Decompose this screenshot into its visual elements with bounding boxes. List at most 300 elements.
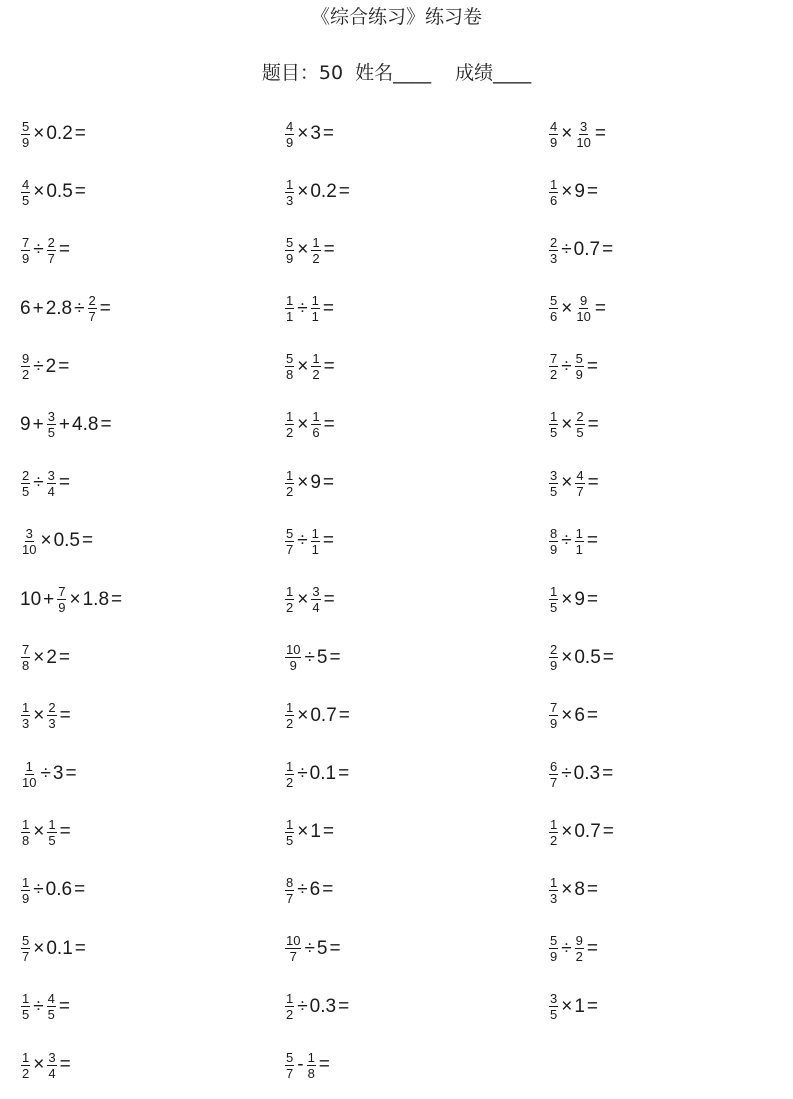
- math-problem: [284, 576, 337, 624]
- fraction-numerator: 4: [286, 118, 294, 134]
- operator: ×: [33, 646, 45, 668]
- operator: ÷: [561, 530, 572, 552]
- number: 0.2: [46, 123, 73, 144]
- fraction-denominator: 4: [48, 1065, 56, 1081]
- fraction-denominator: 4: [312, 600, 320, 615]
- fraction: [47, 701, 56, 730]
- equals-sign: =: [58, 239, 71, 261]
- math-problem: [20, 808, 73, 856]
- math-problem: [20, 401, 114, 449]
- number: 10: [20, 588, 42, 610]
- number: 9: [574, 588, 585, 610]
- fraction: [285, 527, 294, 556]
- fraction: [549, 934, 558, 963]
- number: 5: [316, 937, 328, 959]
- fraction: [549, 236, 558, 265]
- math-problem: [284, 401, 337, 449]
- fraction-denominator: 2: [286, 1007, 294, 1023]
- fraction-denominator: 9: [58, 600, 66, 615]
- equals-sign: =: [338, 181, 350, 203]
- fraction: [549, 120, 558, 149]
- fraction-numerator: 3: [312, 584, 320, 599]
- fraction: [47, 992, 56, 1021]
- problem-row: [0, 459, 793, 517]
- math-problem: [20, 343, 71, 391]
- number: 1: [574, 995, 585, 1017]
- fraction-numerator: 1: [286, 700, 294, 716]
- fraction-numerator: 1: [48, 816, 56, 832]
- number: 0.3: [573, 763, 601, 785]
- equals-sign: =: [338, 763, 350, 785]
- number: 0.7: [310, 704, 337, 726]
- fraction-denominator: 10: [22, 541, 37, 557]
- math-problem: [548, 576, 600, 624]
- worksheet-info-line: [0, 58, 793, 85]
- fraction-denominator: 5: [550, 600, 558, 615]
- fraction-numerator: 2: [88, 293, 96, 309]
- equals-sign: =: [602, 239, 614, 261]
- student-name-field: 姓名____: [355, 62, 432, 84]
- fraction-denominator: 5: [22, 483, 30, 499]
- number: 0.6: [45, 879, 73, 901]
- fraction: [285, 469, 294, 498]
- operator: ×: [33, 1054, 45, 1075]
- fraction: [549, 818, 558, 847]
- fraction-numerator: 4: [22, 176, 30, 192]
- operator: ÷: [297, 297, 308, 319]
- fraction: [285, 1051, 294, 1080]
- equals-sign: =: [82, 530, 94, 552]
- fraction-denominator: 7: [576, 483, 584, 499]
- operator: +: [32, 297, 44, 319]
- math-problem: [284, 517, 336, 565]
- operator: ÷: [297, 763, 308, 785]
- fraction: [311, 352, 320, 381]
- equals-sign: =: [586, 530, 599, 552]
- fraction-numerator: 3: [550, 467, 558, 483]
- fraction-denominator: 9: [550, 716, 558, 732]
- math-problem: [20, 750, 79, 798]
- math-problem: [548, 168, 600, 216]
- fraction-numerator: 1: [25, 758, 33, 774]
- fraction-numerator: 1: [286, 758, 294, 774]
- equals-sign: =: [602, 763, 614, 785]
- fraction: [21, 818, 30, 847]
- fraction-denominator: 9: [22, 250, 30, 266]
- math-problem: [20, 634, 72, 682]
- fraction: [285, 992, 294, 1021]
- fraction: [311, 236, 320, 265]
- math-problem: [284, 343, 337, 391]
- fraction: [21, 120, 30, 149]
- math-problem: [284, 1041, 332, 1089]
- fraction-denominator: 10: [576, 309, 591, 325]
- problem-row: [0, 517, 793, 575]
- fraction-numerator: 2: [550, 234, 558, 250]
- equals-sign: =: [586, 937, 599, 959]
- math-problem: [20, 576, 124, 624]
- math-problem: [284, 285, 336, 333]
- fraction: [21, 1051, 30, 1080]
- fraction-denominator: 7: [47, 250, 55, 266]
- fraction: [21, 760, 37, 789]
- number: 4.8: [72, 413, 99, 435]
- operator: ×: [561, 995, 573, 1017]
- problem-row: [0, 168, 793, 226]
- math-problem: [20, 459, 72, 507]
- fraction: [549, 352, 558, 381]
- fraction: [21, 643, 30, 672]
- fraction-numerator: 1: [312, 351, 320, 367]
- math-problem: [20, 168, 88, 216]
- fraction-numerator: 7: [58, 584, 66, 599]
- fraction-numerator: 7: [22, 234, 30, 250]
- equals-sign: =: [329, 646, 341, 668]
- operator: ÷: [297, 995, 308, 1017]
- problem-row: [0, 634, 793, 692]
- fraction: [549, 178, 558, 207]
- operator: ×: [297, 413, 309, 435]
- fraction-numerator: 2: [550, 642, 558, 658]
- equals-sign: =: [322, 297, 335, 319]
- fraction: [549, 585, 558, 614]
- fraction: [285, 643, 301, 672]
- fraction-denominator: 9: [575, 367, 583, 383]
- number: 5: [316, 646, 328, 668]
- fraction-denominator: 7: [22, 949, 30, 965]
- operator: +: [32, 413, 44, 435]
- fraction-denominator: 2: [575, 949, 583, 965]
- fraction-numerator: 3: [47, 467, 55, 483]
- fraction: [285, 236, 294, 265]
- fraction: [311, 294, 320, 323]
- fraction-denominator: 9: [286, 250, 294, 266]
- math-problem: [284, 808, 336, 856]
- number: 2: [46, 646, 57, 668]
- fraction-denominator: 9: [550, 949, 558, 965]
- math-problem: [284, 692, 352, 740]
- fraction-numerator: 4: [576, 467, 584, 483]
- equals-sign: =: [58, 355, 70, 377]
- math-problem: [20, 866, 87, 914]
- equals-sign: =: [322, 123, 335, 144]
- fraction: [21, 178, 30, 207]
- problem-row: [0, 1041, 793, 1099]
- fraction: [47, 236, 56, 265]
- math-problem: [548, 808, 616, 856]
- operator: ÷: [74, 297, 85, 319]
- fraction: [307, 1051, 316, 1080]
- equals-sign: =: [323, 355, 335, 377]
- problem-row: [0, 750, 793, 808]
- fraction-numerator: 1: [22, 874, 30, 890]
- fraction-denominator: 10: [22, 774, 37, 790]
- number: 2.8: [45, 297, 73, 319]
- number: 2: [45, 355, 57, 377]
- problem-row: [0, 692, 793, 750]
- fraction: [311, 527, 320, 556]
- equals-sign: =: [338, 704, 350, 726]
- problem-row: [0, 401, 793, 459]
- number: 0.7: [574, 821, 601, 843]
- fraction-denominator: 5: [550, 483, 558, 499]
- fraction: [285, 294, 294, 323]
- operator: ×: [33, 937, 45, 959]
- number: 0.3: [309, 995, 337, 1017]
- fraction-denominator: 5: [22, 1007, 30, 1023]
- fraction: [285, 352, 294, 381]
- fraction-numerator: 2: [22, 467, 30, 483]
- fraction-denominator: 2: [550, 367, 558, 383]
- fraction-denominator: 6: [312, 425, 320, 441]
- fraction-denominator: 4: [47, 483, 55, 499]
- fraction-numerator: 6: [550, 758, 558, 774]
- fraction-denominator: 7: [286, 890, 294, 906]
- fraction-numerator: 5: [550, 933, 558, 949]
- number: 9: [574, 181, 585, 203]
- operator: ×: [561, 181, 573, 203]
- operator: ÷: [297, 530, 308, 552]
- problem-row: [0, 110, 793, 168]
- number: 0.7: [573, 239, 601, 261]
- fraction-denominator: 6: [550, 192, 558, 208]
- number: 9: [310, 472, 321, 494]
- operator: ×: [33, 704, 45, 726]
- fraction-numerator: 1: [286, 816, 294, 832]
- fraction-numerator: 1: [550, 584, 558, 599]
- fraction: [549, 643, 558, 672]
- math-problem: [284, 110, 336, 158]
- fraction-numerator: 5: [550, 293, 558, 309]
- math-problem: [284, 983, 351, 1031]
- equals-sign: =: [586, 181, 599, 203]
- problem-row: [0, 808, 793, 866]
- fraction-numerator: 1: [550, 816, 558, 832]
- fraction-denominator: 5: [48, 832, 56, 848]
- fraction: [575, 294, 591, 323]
- fraction-numerator: 5: [22, 118, 30, 134]
- equals-sign: =: [65, 763, 77, 785]
- fraction-numerator: 1: [311, 293, 319, 309]
- fraction-denominator: 2: [286, 425, 294, 441]
- fraction-denominator: 2: [286, 483, 294, 499]
- fraction-numerator: 5: [575, 351, 583, 367]
- fraction-numerator: 4: [550, 118, 558, 134]
- operator: ×: [33, 123, 45, 144]
- fraction: [21, 469, 30, 498]
- fraction: [21, 236, 30, 265]
- fraction-numerator: 2: [48, 700, 56, 716]
- problem-row: [0, 983, 793, 1041]
- fraction-denominator: 6: [550, 309, 558, 325]
- equals-sign: =: [74, 181, 86, 203]
- fraction-numerator: 3: [48, 1049, 56, 1065]
- fraction-numerator: 5: [286, 351, 294, 367]
- math-problem: [548, 285, 608, 333]
- fraction-numerator: 1: [550, 176, 558, 192]
- operator: ÷: [561, 763, 572, 785]
- fraction: [285, 818, 294, 847]
- fraction-denominator: 9: [550, 134, 558, 150]
- math-problem: [548, 750, 615, 798]
- math-problem: [548, 925, 600, 973]
- operator: ÷: [561, 937, 572, 959]
- operator: ×: [297, 239, 309, 261]
- equals-sign: =: [602, 646, 614, 668]
- fraction: [549, 527, 558, 556]
- fraction-denominator: 9: [550, 541, 558, 557]
- equals-sign: =: [58, 646, 71, 668]
- number: 6: [574, 704, 585, 726]
- fraction-denominator: 2: [312, 367, 320, 383]
- operator: ×: [561, 821, 573, 843]
- operator: ×: [561, 646, 573, 668]
- fraction: [47, 1051, 56, 1080]
- equals-sign: =: [586, 995, 599, 1017]
- problem-row: [0, 576, 793, 634]
- equals-sign: =: [74, 123, 86, 144]
- problem-row: [0, 285, 793, 343]
- fraction-denominator: 3: [550, 890, 558, 906]
- fraction-numerator: 1: [22, 991, 30, 1007]
- fraction-denominator: 2: [550, 832, 558, 848]
- fraction: [549, 469, 558, 498]
- fraction-numerator: 2: [576, 409, 584, 425]
- operator: ÷: [40, 763, 51, 785]
- math-problem: [20, 110, 88, 158]
- equals-sign: =: [586, 704, 599, 726]
- math-problem: [20, 285, 113, 333]
- operator: ÷: [304, 937, 315, 959]
- operator: +: [58, 413, 71, 435]
- number: 0.1: [309, 763, 337, 785]
- fraction-numerator: 9: [575, 933, 583, 949]
- math-problem: [20, 517, 95, 565]
- fraction: [21, 934, 30, 963]
- math-problem: [20, 983, 72, 1031]
- operator: ×: [561, 879, 573, 901]
- fraction-denominator: 8: [22, 658, 30, 674]
- fraction: [549, 876, 558, 905]
- fraction-numerator: 7: [550, 700, 558, 716]
- number: 9: [20, 413, 31, 435]
- math-problem: [20, 1041, 73, 1089]
- fraction-numerator: 1: [550, 874, 558, 890]
- problem-row: [0, 925, 793, 983]
- fraction-denominator: 2: [312, 250, 320, 266]
- fraction-numerator: 7: [22, 642, 30, 658]
- math-problem: [548, 517, 600, 565]
- fraction-denominator: 7: [289, 949, 297, 965]
- fraction-denominator: 3: [48, 716, 56, 732]
- operator: ×: [297, 821, 309, 843]
- operator: ÷: [33, 355, 44, 377]
- equals-sign: =: [329, 937, 341, 959]
- fraction-denominator: 2: [286, 600, 294, 615]
- equals-sign: =: [322, 879, 334, 901]
- fraction-numerator: 5: [286, 525, 294, 541]
- fraction-numerator: 8: [550, 525, 558, 541]
- operator: ×: [297, 472, 309, 494]
- equals-sign: =: [587, 472, 599, 494]
- fraction: [285, 934, 301, 963]
- fraction: [285, 701, 294, 730]
- operator: ×: [561, 123, 573, 144]
- problem-count-label: 题目：50: [261, 62, 344, 84]
- equals-sign: =: [323, 413, 335, 435]
- equals-sign: =: [59, 704, 71, 726]
- operator: ×: [297, 123, 309, 144]
- equals-sign: =: [322, 530, 335, 552]
- math-problem: [548, 401, 601, 449]
- fraction-denominator: 7: [286, 541, 294, 557]
- fraction-denominator: 1: [311, 541, 319, 557]
- fraction-denominator: 1: [311, 309, 319, 325]
- fraction-denominator: 8: [286, 367, 294, 383]
- fraction-denominator: 5: [576, 425, 584, 441]
- fraction: [549, 992, 558, 1021]
- equals-sign: =: [586, 879, 599, 901]
- equals-sign: =: [338, 995, 350, 1017]
- number: 6: [309, 879, 321, 901]
- fraction-numerator: 5: [286, 234, 294, 250]
- fraction: [311, 585, 320, 614]
- equals-sign: =: [59, 1054, 71, 1075]
- worksheet-title: 《综合练习》练习卷: [310, 6, 482, 28]
- math-problem: [548, 226, 615, 274]
- fraction-denominator: 9: [289, 658, 297, 674]
- fraction-denominator: 5: [550, 425, 558, 441]
- operator: ÷: [561, 239, 572, 261]
- math-problem: [284, 459, 336, 507]
- fraction-denominator: 9: [286, 134, 294, 150]
- fraction: [21, 701, 30, 730]
- fraction-numerator: 7: [550, 351, 558, 367]
- math-problem: [284, 750, 351, 798]
- fraction-numerator: 1: [286, 409, 294, 425]
- score-field: 成绩____: [455, 62, 532, 84]
- operator: ×: [297, 355, 309, 377]
- fraction-numerator: 10: [286, 933, 301, 949]
- math-problem: [20, 692, 73, 740]
- fraction-numerator: 2: [47, 234, 55, 250]
- fraction-denominator: 10: [576, 134, 591, 150]
- fraction-denominator: 1: [575, 541, 583, 557]
- operator: ÷: [33, 879, 44, 901]
- number: 3: [52, 763, 64, 785]
- number: 1: [310, 821, 321, 843]
- math-problem: [548, 692, 600, 740]
- fraction-denominator: 7: [88, 309, 96, 325]
- fraction-numerator: 3: [579, 118, 588, 134]
- fraction-denominator: 2: [286, 774, 294, 790]
- fraction: [88, 294, 97, 323]
- equals-sign: =: [100, 413, 112, 435]
- fraction: [285, 876, 294, 905]
- fraction-numerator: 1: [286, 176, 294, 192]
- fraction-numerator: 1: [311, 525, 319, 541]
- fraction: [285, 585, 294, 614]
- math-problem: [548, 343, 600, 391]
- math-problem: [284, 925, 343, 973]
- fraction: [285, 120, 294, 149]
- fraction-numerator: 1: [286, 467, 294, 483]
- fraction-numerator: 1: [550, 409, 558, 425]
- fraction-denominator: 8: [307, 1065, 315, 1081]
- fraction-numerator: 1: [22, 700, 30, 716]
- math-problem: [20, 226, 72, 274]
- fraction: [285, 410, 294, 439]
